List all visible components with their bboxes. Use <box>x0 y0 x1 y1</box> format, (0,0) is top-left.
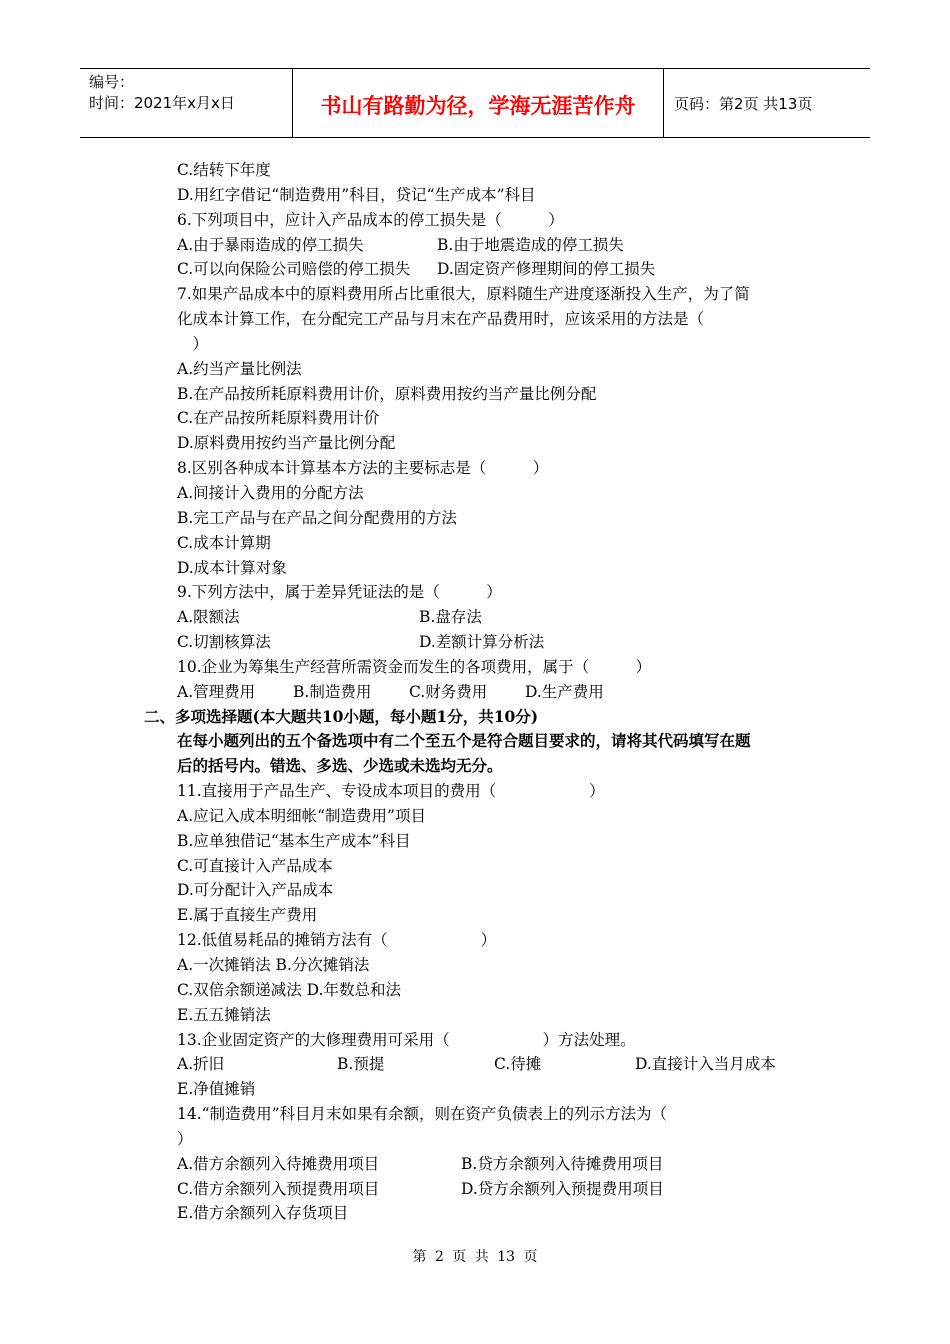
option: A.借方余额列入待摊费用项目 <box>177 1154 380 1173</box>
question-10: 10.企业为筹集生产经营所需资金而发生的各项费用，属于（ ） <box>177 657 652 676</box>
header-meta <box>80 69 293 137</box>
option: A.约当产量比例法 <box>177 359 302 378</box>
page-footer: 第 2 页 共 13 页 <box>412 1249 538 1265</box>
text-line: C.结转下年度 <box>177 161 271 179</box>
option: A.由于暴雨造成的停工损失 <box>177 235 364 254</box>
option: D.差额计算分析法 <box>419 633 545 652</box>
option: C.可以向保险公司赔偿的停工损失 <box>177 260 411 279</box>
text-line: 化成本计算工作，在分配完工产品与月末在产品费用时，应该采用的方法是（ <box>177 310 705 329</box>
option: B.预提 <box>337 1055 385 1074</box>
text-line: D.用红字借记“制造费用”科目，贷记“生产成本”科目 <box>177 185 536 204</box>
option: D.原料费用按约当产量比例分配 <box>177 434 396 453</box>
time-label: 时间：2021年x月x日 <box>89 94 235 112</box>
option: B.贷方余额列入待摊费用项目 <box>461 1154 664 1173</box>
option: B.制造费用 <box>293 682 372 701</box>
header-page-info: 页码：第2页 共13页 <box>674 94 813 113</box>
option: B.应单独借记“基本生产成本”科目 <box>177 831 411 850</box>
option: C.成本计算期 <box>177 533 271 552</box>
option: A.限额法 <box>177 608 240 627</box>
option-row <box>177 605 817 630</box>
option-row <box>177 1052 817 1077</box>
header-motto: 书山有路勤为径，学海无涯苦作舟 <box>293 69 664 137</box>
text-line: ） <box>177 334 209 353</box>
number-label: 编号： <box>89 73 135 91</box>
option: C.财务费用 <box>409 682 488 701</box>
option: A.一次摊销法 B.分次摊销法 <box>177 956 370 974</box>
question-6: 6.下列项目中，应计入产品成本的停工损失是（ ） <box>177 210 564 229</box>
option: C.切割核算法 <box>177 633 271 652</box>
option-row <box>177 1152 817 1177</box>
option: B.在产品按所耗原料费用计价，原料费用按约当产量比例分配 <box>177 384 597 403</box>
option: C.借方余额列入预提费用项目 <box>177 1179 380 1198</box>
option: C.双倍余额递减法 D.年数总和法 <box>177 980 401 999</box>
question-11: 11.直接用于产品生产、专设成本项目的费用（ ） <box>177 782 605 801</box>
option: C.待摊 <box>494 1055 542 1074</box>
option: A.间接计入费用的分配方法 <box>177 483 364 502</box>
option: D.贷方余额列入预提费用项目 <box>461 1179 664 1198</box>
option: E.净值摊销 <box>177 1080 256 1099</box>
option: D.生产费用 <box>525 682 604 701</box>
instruction: 在每小题列出的五个备选项中有二个至五个是符合题目要求的，请将其代码填写在题 <box>177 731 751 751</box>
option: A.折旧 <box>177 1055 225 1074</box>
question-14: 14.“制造费用”科目月末如果有余额，则在资产负债表上的列示方法为（ <box>177 1105 668 1124</box>
option: E.属于直接生产费用 <box>177 906 318 925</box>
option: B.由于地震造成的停工损失 <box>437 235 624 254</box>
question-7: 7.如果产品成本中的原料费用所占比重很大，原料随生产进度逐渐投入生产，为了简 <box>177 285 750 304</box>
option: E.借方余额列入存货项目 <box>177 1204 349 1223</box>
question-13: 13.企业固定资产的大修理费用可采用（ ）方法处理。 <box>177 1030 636 1049</box>
text-line: ） <box>177 1129 193 1148</box>
question-9: 9.下列方法中，属于差异凭证法的是（ ） <box>177 583 502 602</box>
instruction: 后的括号内。错选、多选、少选或未选均无分。 <box>177 756 503 776</box>
page-header <box>80 68 870 138</box>
option: C.可直接计入产品成本 <box>177 856 333 875</box>
option: C.在产品按所耗原料费用计价 <box>177 409 380 428</box>
option: E.五五摊销法 <box>177 1005 271 1024</box>
option: D.直接计入当月成本 <box>635 1055 776 1074</box>
option: D.固定资产修理期间的停工损失 <box>437 260 656 279</box>
document-body <box>144 158 817 1226</box>
option: D.可分配计入产品成本 <box>177 881 334 900</box>
option: D.成本计算对象 <box>177 558 287 577</box>
option: B.盘存法 <box>419 608 482 627</box>
option: A.应记入成本明细帐“制造费用”项目 <box>177 806 426 825</box>
option-row <box>177 680 817 705</box>
question-12: 12.低值易耗品的摊销方法有（ ） <box>177 931 497 950</box>
option-row <box>177 257 817 282</box>
section-title: 二、多项选择题(本大题共10小题，每小题1分，共10分) <box>144 706 539 726</box>
option-row <box>177 630 817 655</box>
option-row <box>177 1177 817 1202</box>
question-8: 8.区别各种成本计算基本方法的主要标志是（ ） <box>177 459 549 478</box>
option-row <box>177 233 817 258</box>
option: A.管理费用 <box>177 682 256 701</box>
option: B.完工产品与在产品之间分配费用的方法 <box>177 508 457 527</box>
